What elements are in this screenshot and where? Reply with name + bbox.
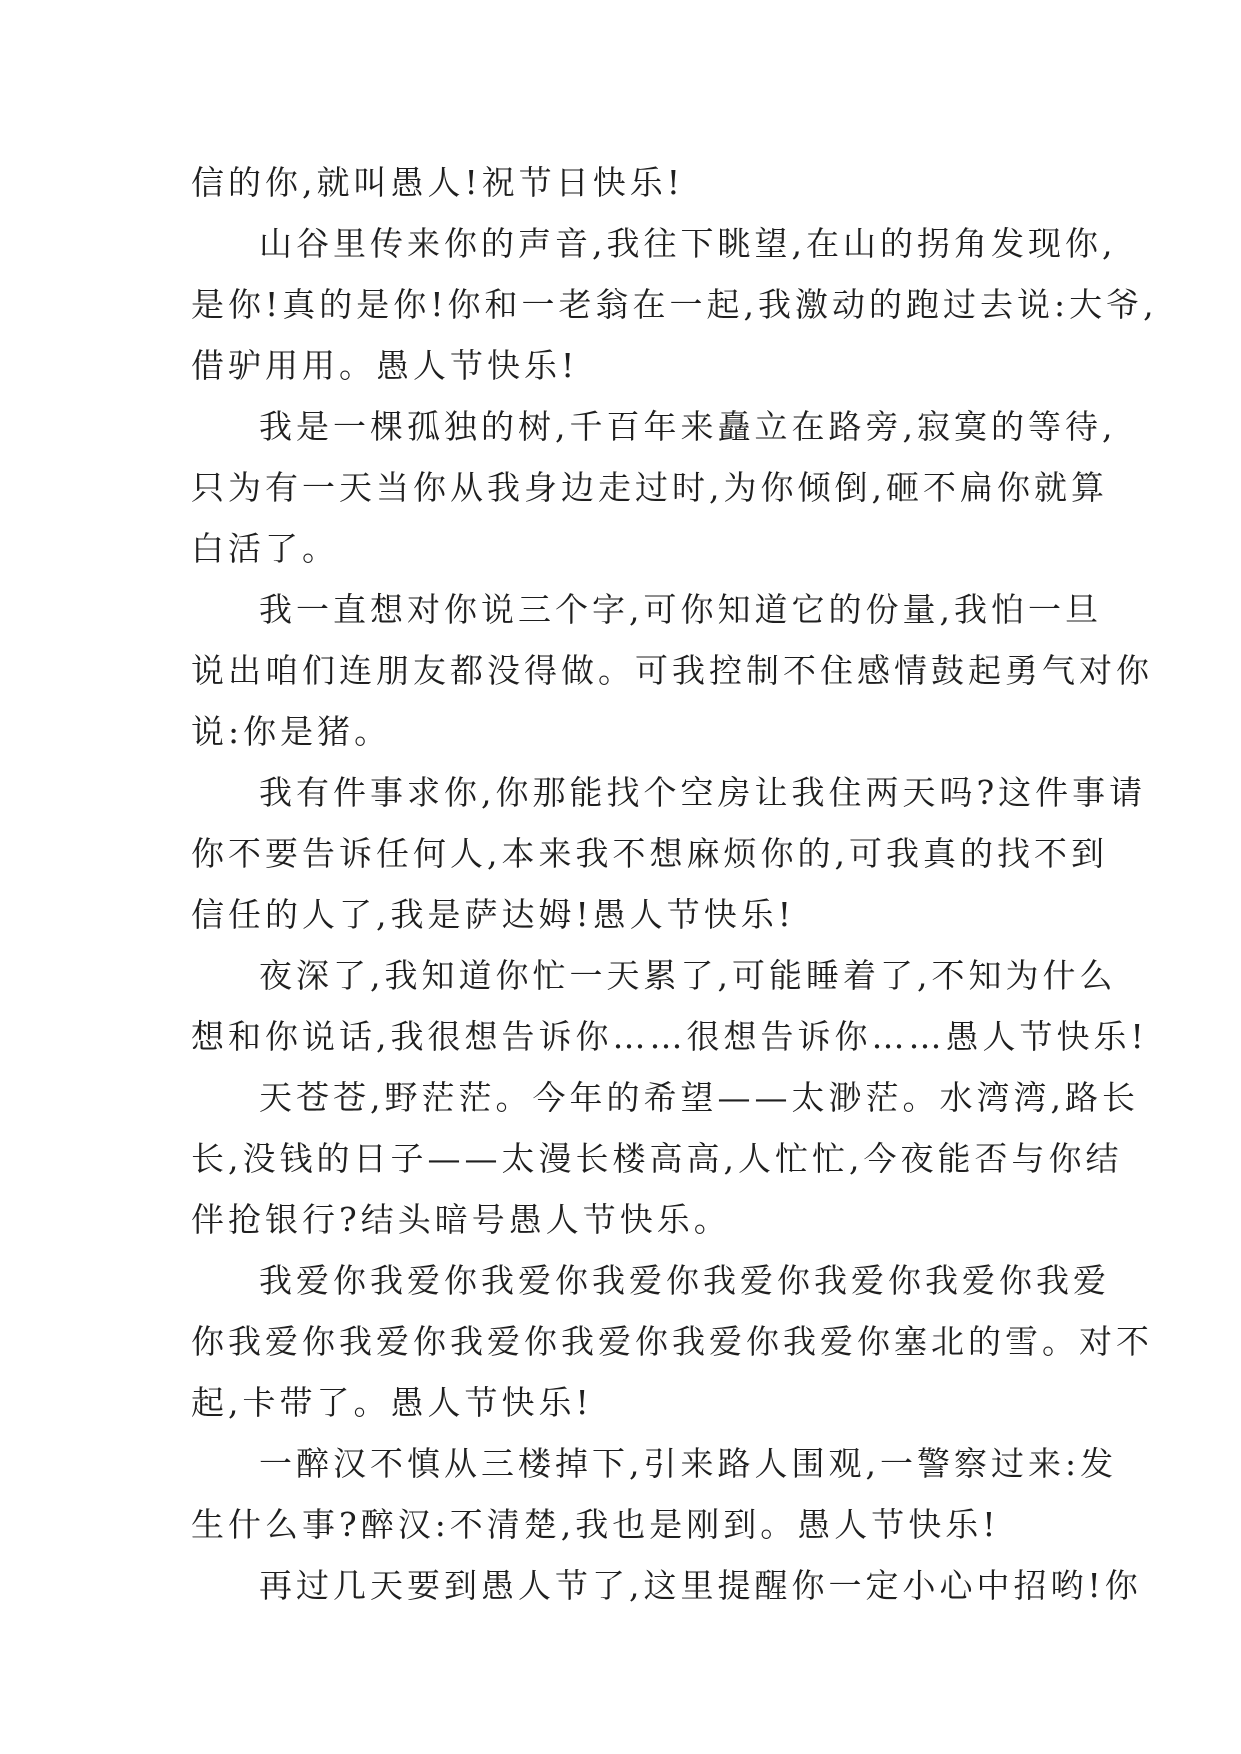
text-line: 信的你,就叫愚人!祝节日快乐!: [191, 163, 685, 202]
text-line: 你不要告诉任何人,本来我不想麻烦你的,可我真的找不到: [191, 834, 1108, 873]
text-line: 白活了。: [191, 529, 339, 568]
text-line: 长,没钱的日子——太漫长楼高高,人忙忙,今夜能否与你结: [191, 1139, 1123, 1178]
paragraph: [191, 945, 1148, 1067]
text-line: 伴抢银行?结头暗号愚人节快乐。: [191, 1200, 731, 1239]
paragraph: [191, 396, 1117, 579]
paragraph: [191, 1067, 1139, 1250]
text-line: 一醉汉不慎从三楼掉下,引来路人围观,一警察过来:发: [259, 1444, 1118, 1483]
paragraph: [191, 1433, 1118, 1555]
text-line: 天苍苍,野茫茫。今年的希望——太渺茫。水湾湾,路长: [259, 1078, 1139, 1117]
text-line: 我一直想对你说三个字,可你知道它的份量,我怕一旦: [259, 590, 1102, 629]
text-line: 借驴用用。愚人节快乐!: [191, 346, 579, 385]
text-line: 说出咱们连朋友都没得做。可我控制不住感情鼓起勇气对你: [191, 651, 1153, 690]
text-line: 我爱你我爱你我爱你我爱你我爱你我爱你我爱你我爱: [259, 1261, 1110, 1300]
paragraph: [191, 579, 1153, 762]
text-line: 我有件事求你,你那能找个空房让我住两天吗?这件事请: [259, 773, 1147, 812]
text-line: 我是一棵孤独的树,千百年来矗立在路旁,寂寞的等待,: [259, 407, 1117, 446]
paragraph: [191, 1250, 1153, 1433]
paragraph: [191, 152, 1051, 213]
text-line: 山谷里传来你的声音,我往下眺望,在山的拐角发现你,: [259, 224, 1117, 263]
paragraph: [191, 213, 1158, 396]
text-line: 夜深了,我知道你忙一天累了,可能睡着了,不知为什么: [259, 956, 1117, 995]
paragraph: [191, 1555, 1142, 1616]
document-body: [191, 152, 1158, 1616]
text-line: 你我爱你我爱你我爱你我爱你我爱你我爱你塞北的雪。对不: [191, 1322, 1153, 1361]
text-line: 是你!真的是你!你和一老翁在一起,我激动的跑过去说:大爷,: [191, 285, 1158, 324]
text-line: 再过几天要到愚人节了,这里提醒你一定小心中招哟!你: [259, 1566, 1142, 1605]
text-line: 想和你说话,我很想告诉你……很想告诉你……愚人节快乐!: [191, 1017, 1148, 1056]
text-line: 信任的人了,我是萨达姆!愚人节快乐!: [191, 895, 796, 934]
text-line: 说:你是猪。: [191, 712, 392, 751]
text-line: 只为有一天当你从我身边走过时,为你倾倒,砸不扁你就算: [191, 468, 1108, 507]
text-line: 起,卡带了。愚人节快乐!: [191, 1383, 593, 1422]
text-line: 生什么事?醉汉:不清楚,我也是刚到。愚人节快乐!: [191, 1505, 1000, 1544]
paragraph: [191, 762, 1147, 945]
